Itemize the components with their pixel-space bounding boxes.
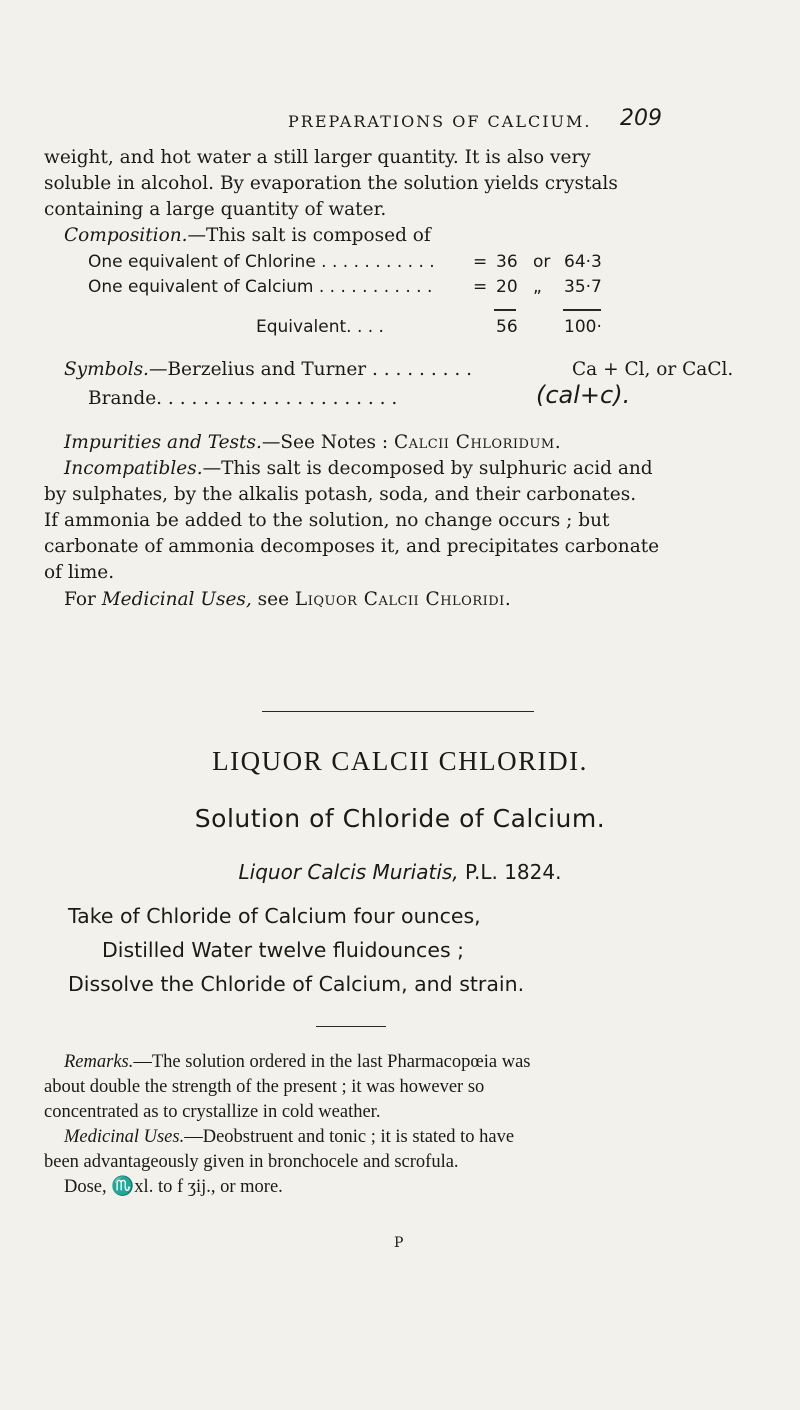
intro-line: soluble in alcohol. By evaporation the solution yields crystals (44, 173, 618, 194)
impurities-line (64, 430, 561, 456)
uses-label: Medicinal Uses. (64, 1127, 185, 1147)
incompatibles-line: If ammonia be added to the solution, no change occurs ; but (44, 510, 610, 531)
section-divider (262, 711, 534, 712)
composition-text: —This salt is composed of (187, 225, 431, 246)
synonym-ref: P.L. 1824. (465, 860, 562, 884)
component-name: One equivalent of Chlorine . . . . . . . . . . . (88, 252, 435, 272)
sum-rule (563, 309, 601, 311)
symbols-label: Symbols. (64, 359, 149, 380)
equals-sign: = (473, 252, 488, 272)
equals-sign: = (473, 277, 488, 297)
intro-line: weight, and hot water a still larger quantity. It is also very (44, 147, 591, 168)
remarks-label: Remarks. (64, 1052, 134, 1072)
incompatibles-first-line: Incompatibles.—This salt is decomposed by sulphuric acid and (64, 458, 653, 479)
sum-rule (494, 309, 516, 311)
short-divider (316, 1026, 386, 1027)
page-number: 209 (620, 106, 662, 131)
impurities-label: Impurities and Tests. (64, 432, 262, 453)
section-title: LIQUOR CALCII CHLORIDI. (212, 746, 588, 776)
remarks-first-line: Remarks.—The solution ordered in the last Pharmacopœia was (64, 1052, 531, 1072)
percent-value: 35·7 (564, 277, 602, 297)
medicinal-uses-label: Medicinal Uses, (101, 589, 252, 610)
total-percent: 100· (564, 317, 602, 337)
impurities-text: —See Notes : (261, 432, 395, 453)
equivalent-value: 20 (496, 277, 518, 297)
signature-mark: P (394, 1235, 404, 1251)
remarks-line: concentrated as to crystallize in cold weather. (44, 1102, 381, 1122)
total-label: Equivalent. . . . (256, 317, 384, 337)
brande-formula: (cal+c). (536, 381, 631, 409)
ditto-mark: „ (533, 277, 542, 297)
incompatibles-line: of lime. (44, 562, 115, 583)
medicinal-uses-ref: Liquor Calcii Chloridi. (294, 589, 512, 610)
composition-label: Composition. (64, 225, 188, 246)
impurities-ref: Calcii Chloridum. (394, 432, 562, 453)
recipe-line-3: Dissolve the Chloride of Calcium, and strain. (68, 972, 525, 996)
synonym-name: Liquor Calcis Muriatis, (238, 860, 459, 884)
composition-total-row (88, 317, 688, 339)
section-synonym (0, 860, 800, 884)
remarks-paragraph (44, 1050, 531, 1125)
incompatibles-line: carbonate of ammonia decomposes it, and precipitates carbonate (44, 536, 660, 557)
dose-line: Dose, ♏xl. to f ʒij., or more. (64, 1177, 283, 1197)
brande-text: Brande. . . . . . . . . . . . . . . . . . . . . (88, 388, 398, 409)
incompatibles-paragraph (44, 456, 659, 586)
medicinal-uses-reference: For Medicinal Uses, see Liquor Calcii Chloridi. (64, 589, 512, 610)
equivalent-value: 36 (496, 252, 518, 272)
incompatibles-line: by sulphates, by the alkalis potash, soda, and their carbonates. (44, 484, 637, 505)
composition-row-chlorine (88, 252, 688, 274)
running-title: PREPARATIONS OF CALCIUM. (288, 112, 592, 131)
intro-paragraph (44, 145, 618, 223)
component-name: One equivalent of Calcium . . . . . . . . . . . (88, 277, 433, 297)
or-word: or (533, 252, 551, 272)
symbols-brande (88, 381, 788, 412)
uses-line: been advantageously given in bronchocele and scrofula. (44, 1152, 459, 1172)
berzelius-formula: Ca + Cl, or CaCl. (572, 359, 734, 380)
composition-row-calcium (88, 277, 688, 299)
composition-intro (64, 223, 431, 249)
recipe-line-2: Distilled Water twelve fluidounces ; (102, 938, 465, 962)
uses-first-line: Medicinal Uses.—Deobstruent and tonic ; it is stated to have (64, 1127, 515, 1147)
uses-paragraph (44, 1125, 514, 1200)
section-subtitle: Solution of Chloride of Calcium. (194, 804, 606, 833)
remarks-line: about double the strength of the present ; it was however so (44, 1077, 485, 1097)
recipe-line-1: Take of Chloride of Calcium four ounces, (68, 904, 481, 928)
incompatibles-label: Incompatibles. (64, 458, 203, 479)
intro-line: containing a large quantity of water. (44, 199, 387, 220)
berzelius-text: —Berzelius and Turner . . . . . . . . . (148, 359, 472, 380)
total-equivalent: 56 (496, 317, 518, 337)
symbols-berzelius (64, 357, 764, 383)
percent-value: 64·3 (564, 252, 602, 272)
